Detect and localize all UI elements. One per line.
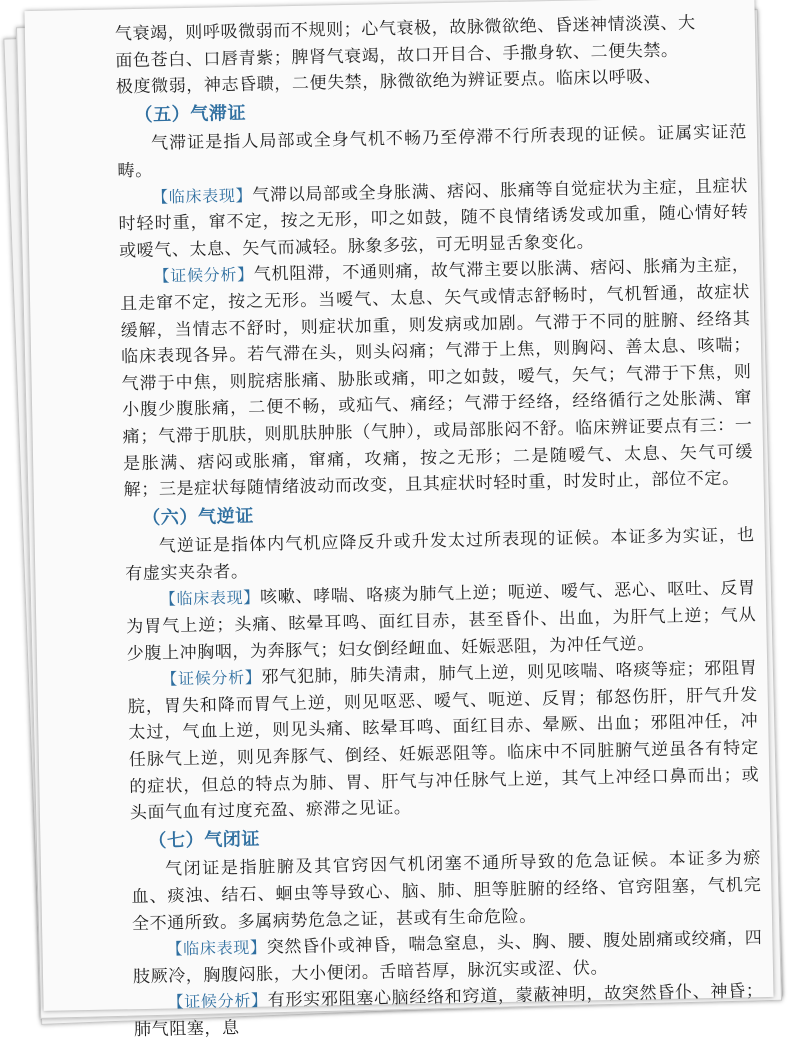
paragraph: 气滞证是指人局部或全身气机不畅乃至停滞不行所表现的证候。证属实证范畴。 (117, 122, 748, 182)
section-heading: （六）气逆证 (142, 505, 255, 529)
label-tag: 【证候分析】 (161, 667, 262, 689)
paragraph (126, 576, 757, 668)
paragraph (133, 978, 764, 1043)
paragraph: 气逆证是指体内气机应降反升或升发太过所表现的证候。本证多为实证，也有虚实夹杂者。 (125, 525, 755, 585)
paragraph (127, 655, 760, 827)
text-line: 气衰竭，则呼吸微弱而不规则；心气衰极，故脉微欲绝、昏迷神情淡漠、大 (114, 13, 696, 45)
paragraph-text: 咳嗽、哮喘、咯痰为肺气上逆；呃逆、嗳气、恶心、呕吐、反胃为胃气上逆；头痛、眩晕耳鸣、面红目赤，甚至昏仆、出血，为肝气上逆；气从少腹上冲胸咽，为奔豚气；妇女倒经衄血、妊娠恶阻，为冲任气逆。 (126, 578, 757, 664)
label-tag: 【证候分析】 (153, 265, 255, 287)
paragraph-text: 邪气犯肺，肺失清肃，肺气上逆，则见咳喘、咯痰等症；邪阻胃脘，胃失和降而胃气上逆，则见呕恶、嗳气、呃逆、反胃；郁怒伤肝，肝气升发太过，气血上逆，则见头痛、眩晕耳鸣、面红目赤、晕厥、出血；邪阻冲任，冲任脉气上逆，则见奔豚气、倒经、妊娠恶阻等。临床中不同脏腑气逆虽各有特定的症状，但总的特点为肺、胃、肝气与冲任脉气上逆，其气上冲经口鼻而出；或头面气血有过度充盈、瘀滞之见证。 (127, 658, 760, 824)
label-tag: 【临床表现】 (151, 185, 253, 207)
section-heading: （五）气滞证 (134, 102, 247, 126)
page-content (115, 9, 765, 1043)
paragraph-text: 气滞以局部或全身胀满、痞闷、胀痛等自觉症状为主症，且症状时轻时重，窜不定，按之无形，叩之如鼓，随不良情绪诱发或加重，随心情好转或嗳气、太息、矢气而减轻。脉象多弦，可无明显舌象变化。 (118, 175, 749, 262)
label-tag: 【临床表现】 (159, 588, 261, 610)
paragraph-text: 有形实邪阻塞心脑经络和窍道，蒙蔽神明，故突然昏仆、神昏；肺气阻塞，息 (133, 981, 764, 1041)
paragraph: 气闭证是指脏腑及其官窍因气机闭塞不通所导致的危急证候。本证多为瘀血、痰浊、结石、蛔虫等导致心、脑、肺、胆等脏腑的经络、官窍阻塞，气机完全不通所致。多属病势危急之证，甚或有生命危险。 (131, 848, 762, 934)
paragraph (118, 173, 749, 265)
section-heading: （七）气闭证 (148, 828, 261, 852)
text-line: 极度微弱，神志昏聩，二便失禁，脉微欲绝为辨证要点。临床以呼吸、 (115, 67, 662, 98)
paragraph (119, 253, 753, 504)
book-page (24, 0, 773, 1041)
label-tag: 【临床表现】 (166, 937, 267, 959)
paragraph-text: 突然昏仆或神昏，喘急窒息，头、胸、腰、腹处剧痛或绞痛，四肢厥冷，胸腹闷胀，大小便闭。舌暗苔厚，脉沉实或涩、伏。 (132, 928, 763, 987)
text-line: 面色苍白、口唇青紫；脾肾气衰竭，故口开目合、手撒身软、二便失禁。 (115, 40, 679, 71)
paragraph-text: 气机阻滞，不通则痛，故气滞主要以胀满、痞闷、胀痛为主症，且走窜不定，按之无形。当嗳气、太息、矢气或情志舒畅时，气机暂通，故症状缓解，当情志不舒时，则症状加重，则发病或加剧。气滞于不同的脏腑、经络其临床表现各异。若气滞在头，则头闷痛；气滞于上焦，则胸闷、善太息、咳喘；气滞于中焦，则脘痞胀痛、胁胀或痛，叩之如鼓，嗳气，矢气；气滞于下焦，则小腹少腹胀痛，二便不畅，或疝气、痛经；气滞于经络，经络循行之处胀满、窜痛；气滞于肌肤，则肌肤肿胀（气肿），或局部胀闷不舒。临床辨证要点有三：一是胀满、痞闷或胀痛，窜痛，攻痛，按之无形；二是随嗳气、太息、矢气可缓解；三是症状每随情绪波动而改变，且其症状时轻时重，时发时止，部位不定。 (119, 255, 754, 501)
label-tag: 【证候分析】 (167, 990, 268, 1012)
